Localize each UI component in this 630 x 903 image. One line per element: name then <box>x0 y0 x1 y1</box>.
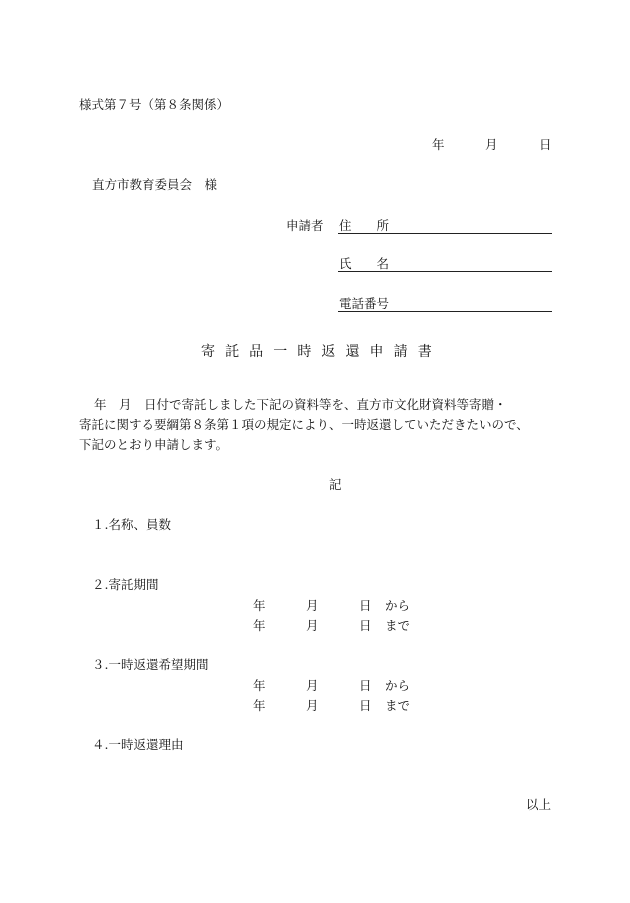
period-2-to-day: 日 <box>359 618 372 633</box>
body-paragraph <box>79 395 554 455</box>
period-2-to-year: 年 <box>253 618 266 633</box>
document-title: 寄託品一時返還申請書 <box>201 344 442 360</box>
name-line <box>338 271 552 272</box>
applicant-label: 申請者 <box>286 218 324 233</box>
body-line-2: 寄託に関する要綱第８条第１項の規定により、一時返還していただきたいので、 <box>79 417 529 432</box>
period-3-from-month: 月 <box>306 678 319 693</box>
period-3-to-label: まで <box>385 698 411 713</box>
period-2-from-day: 日 <box>359 598 372 613</box>
period-2-to-label: まで <box>385 618 411 633</box>
address-label: 住 所 <box>339 218 390 233</box>
period-2-from-year: 年 <box>253 598 266 613</box>
date-year-label: 年 <box>432 137 445 152</box>
addressee: 直方市教育委員会 様 <box>92 177 218 192</box>
period-2-to-month: 月 <box>306 618 319 633</box>
period-3-from-year: 年 <box>253 678 266 693</box>
period-3-from-label: から <box>385 678 411 693</box>
item-4: ４.一時返還理由 <box>92 737 184 752</box>
address-line <box>338 233 552 234</box>
body-line-3: 下記のとおり申請します。 <box>79 437 229 452</box>
item-2: ２.寄託期間 <box>92 577 159 592</box>
item-1: １.名称、員数 <box>92 517 171 532</box>
period-2-from-label: から <box>385 598 411 613</box>
date-month-label: 月 <box>485 137 498 152</box>
period-2-from-month: 月 <box>306 598 319 613</box>
form-number: 様式第７号（第８条関係） <box>79 97 230 112</box>
phone-line <box>338 311 552 312</box>
period-3-to-day: 日 <box>359 698 372 713</box>
period-3-to-year: 年 <box>253 698 266 713</box>
item-3: ３.一時返還希望期間 <box>92 657 209 672</box>
period-3-from-day: 日 <box>359 678 372 693</box>
closing-label: 以上 <box>526 797 552 812</box>
name-label: 氏 名 <box>339 256 390 271</box>
date-day-label: 日 <box>539 137 552 152</box>
body-line-1: 年 月 日付で寄託しました下記の資料等を、直方市文化財資料等寄贈・ <box>94 397 507 412</box>
ki-label: 記 <box>329 477 342 492</box>
period-3-to-month: 月 <box>306 698 319 713</box>
phone-label: 電話番号 <box>339 296 390 311</box>
